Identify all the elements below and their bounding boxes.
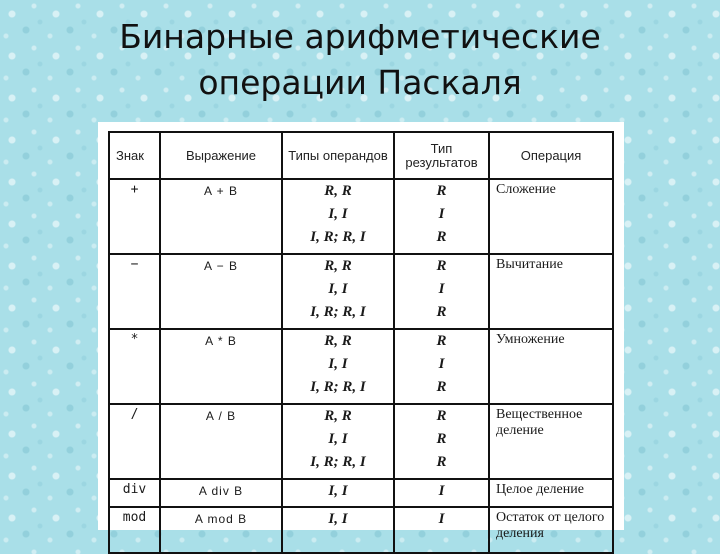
operand-type: R, R	[324, 333, 352, 349]
result-type: I	[438, 511, 445, 527]
operation-cell: Целое деление	[489, 479, 613, 507]
operand-types-cell	[282, 254, 394, 329]
operand-types-cell	[282, 329, 394, 404]
result-type: R	[436, 304, 447, 320]
operand-type: R, R	[324, 183, 352, 199]
expression-cell: A + B	[160, 179, 282, 254]
result-type: I	[438, 281, 445, 297]
table-row	[109, 329, 613, 404]
header-result-type: Тип результатов	[394, 132, 489, 179]
expression-cell: A − B	[160, 254, 282, 329]
table-row	[109, 254, 613, 329]
table-row	[109, 479, 613, 507]
sign-cell: /	[109, 404, 160, 479]
result-type: R	[436, 258, 447, 274]
slide-title	[0, 14, 720, 106]
header-operation: Операция	[489, 132, 613, 179]
result-type: R	[436, 408, 447, 424]
operation-cell: Вещественное деление	[489, 404, 613, 479]
operations-table	[108, 131, 614, 554]
result-types-cell	[394, 254, 489, 329]
header-expression: Выражение	[160, 132, 282, 179]
operand-type: I, I	[328, 206, 348, 222]
result-type: I	[438, 356, 445, 372]
operand-type: I, I	[328, 431, 348, 447]
operand-types-cell	[282, 179, 394, 254]
result-types-cell	[394, 479, 489, 507]
result-type: R	[436, 183, 447, 199]
operand-type: I, R; R, I	[310, 379, 366, 395]
operand-types-cell	[282, 479, 394, 507]
sign-cell: div	[109, 479, 160, 507]
operation-cell: Умножение	[489, 329, 613, 404]
operation-cell: Сложение	[489, 179, 613, 254]
operation-cell: Вычитание	[489, 254, 613, 329]
slide-title-line-1: Бинарные арифметические	[119, 17, 601, 56]
table-row	[109, 404, 613, 479]
sign-cell: *	[109, 329, 160, 404]
header-operand-types: Типы операндов	[282, 132, 394, 179]
result-type: R	[436, 431, 447, 447]
operand-type: I, R; R, I	[310, 304, 366, 320]
operand-type: I, I	[328, 281, 348, 297]
result-type: R	[436, 333, 447, 349]
header-sign: Знак	[109, 132, 160, 179]
sign-cell: +	[109, 179, 160, 254]
operand-type: I, R; R, I	[310, 229, 366, 245]
result-type: R	[436, 379, 447, 395]
slide-title-line-2: операции Паскаля	[198, 63, 522, 102]
sign-cell: −	[109, 254, 160, 329]
result-type: I	[438, 483, 445, 499]
result-types-cell	[394, 404, 489, 479]
operand-type: I, I	[328, 356, 348, 372]
result-type: R	[436, 229, 447, 245]
table-row	[109, 507, 613, 553]
operation-cell: Остаток от целого деления	[489, 507, 613, 553]
expression-cell: A div B	[160, 479, 282, 507]
table-image	[98, 122, 624, 541]
result-types-cell	[394, 507, 489, 553]
result-types-cell	[394, 179, 489, 254]
expression-cell: A / B	[160, 404, 282, 479]
operand-type: R, R	[324, 258, 352, 274]
operand-type: R, R	[324, 408, 352, 424]
operand-type: I, R; R, I	[310, 454, 366, 470]
table-row	[109, 179, 613, 254]
operand-type: I, I	[328, 511, 348, 527]
result-type: R	[436, 454, 447, 470]
expression-cell: A * B	[160, 329, 282, 404]
result-types-cell	[394, 329, 489, 404]
operand-type: I, I	[328, 483, 348, 499]
result-type: I	[438, 206, 445, 222]
table-header-row	[109, 132, 613, 179]
sign-cell: mod	[109, 507, 160, 553]
operand-types-cell	[282, 404, 394, 479]
operand-types-cell	[282, 507, 394, 553]
expression-cell: A mod B	[160, 507, 282, 553]
